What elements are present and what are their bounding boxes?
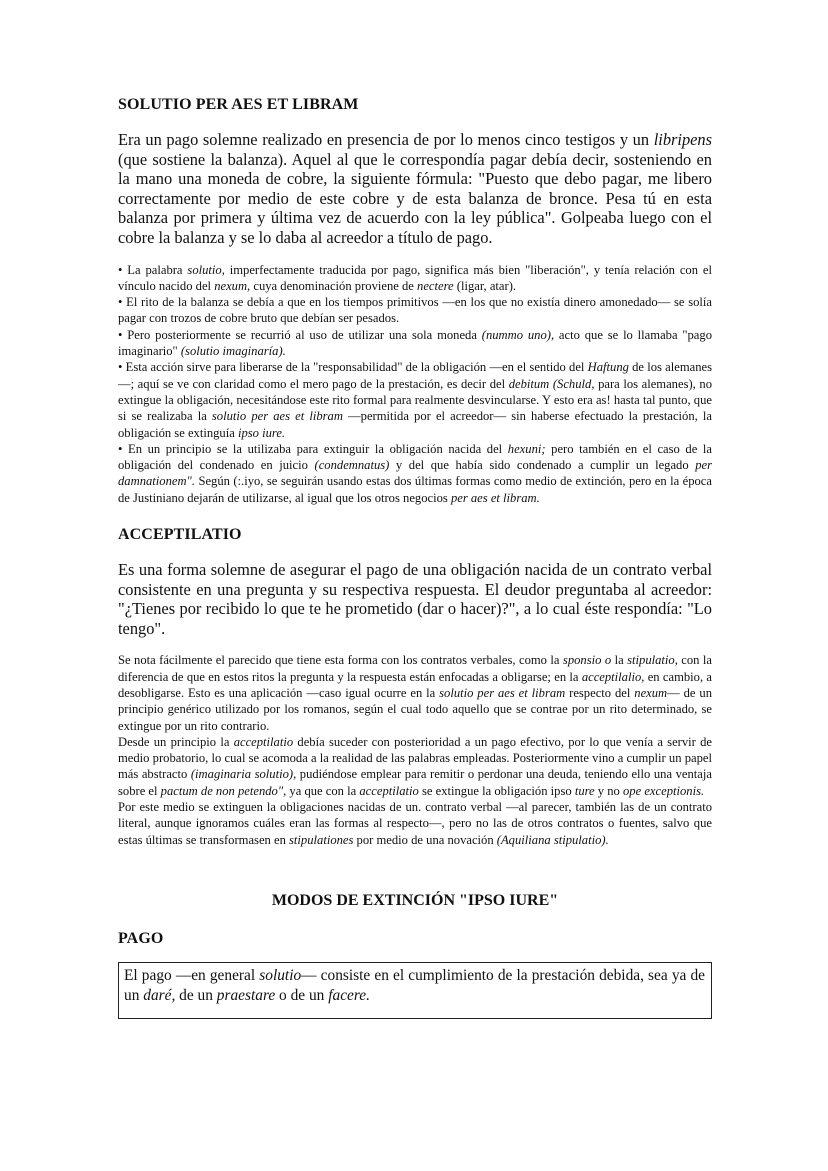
italic-text-run: praestare — [216, 986, 276, 1004]
text-run: se extingue la obligación ipso — [418, 783, 575, 798]
bullet-item — [118, 441, 712, 506]
italic-text-run: daré, — [143, 986, 176, 1004]
italic-text-run: per aes et libram. — [450, 490, 540, 505]
italic-text-run: debitum (Schuld, — [508, 376, 595, 391]
text-run: ya que con la — [286, 783, 360, 798]
italic-text-run: Haftung — [587, 360, 629, 375]
text-run: para los alemanes), no extingue la obligación, necesitándose este rito formal para realmente desvincularse. Y esto era as! hasta tal punto, que si se realizaba la — [118, 376, 713, 424]
text-run: acto que se lo llamaba "pago imaginario" — [118, 327, 712, 359]
section-title-solutio: SOLUTIO PER AES ET LIBRAM — [118, 96, 359, 113]
text-run: (ligar, atar). — [453, 278, 517, 293]
italic-text-run: stipulationes — [289, 832, 354, 847]
italic-text-run: pactum de non petendo", — [160, 783, 287, 798]
text-run: Por este medio se extinguen la obligaciones nacidas de un. contrato verbal —al parecer, también las de un contrato literal, aunque ignoramos cuáles eran las formas al respecto—, pero no las de otros contratos o fuentes, salvo que estas últimas se transformasen en — [118, 800, 712, 847]
italic-text-run: nexum, — [214, 278, 251, 293]
italic-text-run: acceptilalio, — [581, 669, 645, 684]
italic-text-run: solutio per aes et libram — [211, 409, 343, 424]
section-title-modos: MODOS DE EXTINCIÓN "IPSO IURE" — [271, 891, 559, 909]
text-run: cuya denominación proviene de — [250, 278, 418, 293]
bullet-item — [118, 262, 712, 295]
italic-text-run: (Aquiliana stipulatio). — [496, 832, 609, 847]
text-run: imperfectamente traducida por pago, significa más bien "liberación", y tenía relación con el vínculo nacido del — [118, 262, 712, 293]
text-run: • El rito de la balanza se debía a que en los tiempos primitivos —en los que no existía dinero amonedado— se solía pagar con trozos de cobre bruto que debían ser pesados. — [118, 295, 712, 326]
italic-text-run: ture — [574, 783, 595, 798]
text-run: Desde un principio la — [118, 734, 234, 749]
italic-text-run: ope exceptionis. — [623, 783, 705, 798]
text-run: • En un principio se la utilizaba para extinguir la obligación nacida del — [118, 441, 508, 456]
italic-text-run: solutio — [259, 966, 302, 984]
text-run: Según (:.iyo, se seguirán usando estas dos últimas formas como medio de extinción, pero en la época de Justiniano dejarán de utilizarse, al igual que los otros negocios — [118, 474, 712, 505]
italic-text-run: acceptilatio — [359, 783, 419, 798]
italic-text-run: solutio per aes et libram — [439, 685, 566, 700]
text-run: con la diferencia de que en estos ritos la pregunta y la respuesta están enfocadas a obligarse; en la — [118, 653, 713, 684]
body-paragraph — [118, 734, 712, 799]
text-run: pero también en el caso de la obligación del condenado en juicio — [118, 441, 713, 473]
italic-text-run: (nummo uno), — [481, 327, 555, 342]
italic-text-run: solutio, — [187, 262, 225, 277]
text-run: pudiéndose emplear para remitir o perdonar una deuda, teniendo ello una ventaja sobre el — [118, 767, 712, 798]
text-run: de los alemanes—; aquí se ve con claridad como el mero pago de la prestación, es decir del — [118, 360, 712, 391]
italic-text-run: per damnationem". — [118, 458, 713, 489]
text-run: la — [611, 653, 628, 668]
text-run: —permitida por el acreedor— sin haberse efectuado la prestación, la obligación se extinguía — [118, 409, 712, 440]
italic-text-run: acceptilatio — [233, 734, 294, 749]
pago-definition-box — [118, 962, 712, 1019]
text-run: por medio de una novación — [353, 832, 497, 847]
text-run: • Esta acción sirve para liberarse de la "responsabilidad" de la obligación —en el sentido del — [118, 360, 588, 375]
text-run: Se nota fácilmente el parecido que tiene esta forma con los contratos verbales, como la — [118, 653, 563, 668]
italic-text-run: (solutio imaginaría). — [180, 344, 286, 359]
text-run: Era un pago solemne realizado en presencia de por lo menos cinco testigos y un — [118, 130, 654, 149]
section-title-pago: PAGO — [118, 929, 164, 947]
bullet-item — [118, 294, 712, 327]
text-run: y no — [594, 783, 623, 798]
acceptilatio-lead-paragraph: Es una forma solemne de asegurar el pago de una obligación nacida de un contrato verbal consistente en una pregunta y su respectiva respuesta. El deudor preguntaba al acreedor: "¿Tienes por recibido lo que te he prometido (dar o hacer)?", a lo cual éste respondía: "Lo tengo". — [118, 560, 712, 638]
text-run: • Pero posteriormente se recurrió al uso de utilizar una sola moneda — [118, 327, 482, 342]
bullet-item — [118, 359, 712, 440]
text-run: en cambio, a desobligarse. Esto es una aplicación —caso igual ocurre en la — [118, 669, 713, 700]
italic-text-run: facere. — [328, 986, 370, 1004]
acceptilatio-body — [118, 652, 712, 848]
solutio-bullet-list — [118, 262, 712, 506]
italic-text-run: hexuni; — [507, 441, 546, 456]
section-title-acceptilatio: ACCEPTILATIO — [118, 526, 242, 544]
text-run: respecto del — [565, 685, 635, 700]
document-page — [118, 96, 712, 1019]
text-run: de un — [175, 986, 217, 1004]
text-run: El pago —en general — [124, 966, 260, 984]
italic-text-run: nexum — [634, 685, 668, 700]
solutio-lead-paragraph — [118, 130, 712, 248]
text-run: o de un — [275, 986, 329, 1004]
italic-text-run: stipulatio, — [627, 653, 678, 668]
bullet-item — [118, 327, 712, 360]
italic-text-run: ipso iure. — [237, 425, 286, 440]
text-run: — consiste en el cumplimiento de la prestación debida, sea ya de un — [124, 966, 705, 1004]
text-run: (que sostiene la balanza). Aquel al que le correspondía pagar debía decir, sosteniendo en la mano una moneda de cobre, la siguiente fórmula: "Puesto que debo pagar, me libero correctamente por medio de este cobre y de esta balanza de bronce. Pesa tú en esta balanza por primera y última vez de acuerdo con la ley pública". Golpeaba luego con el cobre la balanza y se lo daba al acreedor a título de pago. — [118, 149, 712, 247]
body-paragraph — [118, 652, 712, 733]
text-run: debía suceder con posterioridad a un pago efectivo, por lo que venía a servir de medio probatorio, lo cual se acomoda a la realidad de las palabras empleadas. Posteriormente vino a cumplir un papel más abstracto — [118, 734, 713, 782]
italic-text-run: (condemnatus) — [314, 458, 390, 473]
text-run: y del que había sido condenado a cumplir un legado — [389, 458, 696, 473]
text-run: • La palabra — [118, 262, 188, 277]
body-paragraph — [118, 799, 712, 848]
italic-text-run: libripens — [653, 130, 712, 149]
text-run: — de un principio genérico utilizado por los romanos, según el cual todo aquello que se contrae por un rito determinado, se extingue por un rito contrario. — [118, 685, 712, 733]
italic-text-run: sponsio o — [562, 653, 612, 668]
italic-text-run: nectere — [417, 278, 454, 293]
italic-text-run: (imaginaria solutio), — [190, 767, 297, 782]
